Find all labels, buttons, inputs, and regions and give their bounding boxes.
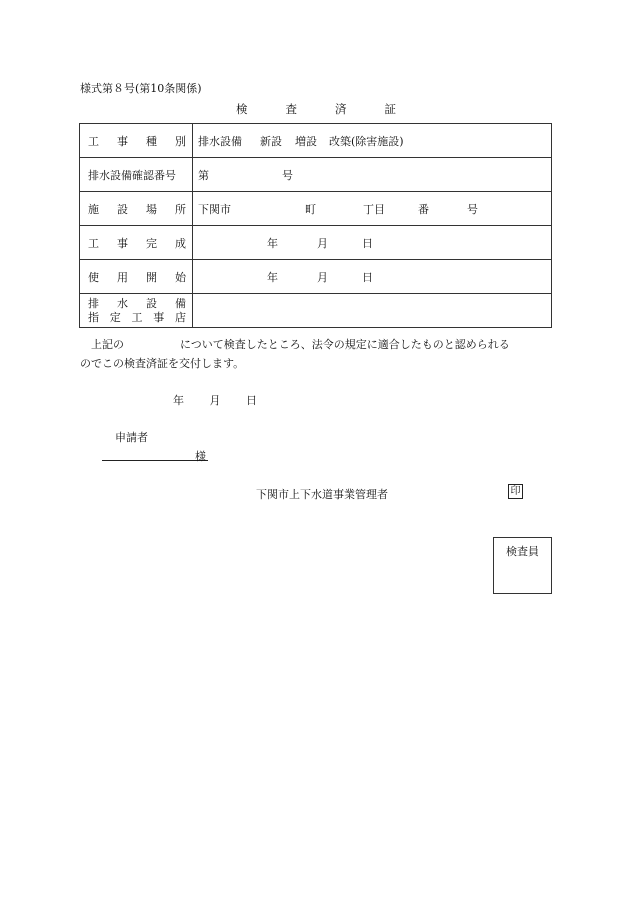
title-char: 証 — [384, 102, 396, 116]
location-label: 施 設 場 所 — [80, 192, 193, 226]
title-char: 済 — [335, 102, 347, 116]
title-char: 検 — [236, 102, 248, 116]
applicant-name-line — [102, 446, 208, 461]
table-row-contractor — [80, 294, 552, 328]
issue-year: 年 — [173, 394, 184, 407]
applicant-label: 申請者 — [115, 431, 148, 444]
contractor-label: 排 水 設 備 指 定 工 事 店 — [80, 294, 193, 328]
title-char: 査 — [285, 102, 297, 116]
usage-start-label: 使 用 開 始 — [80, 260, 193, 294]
table-row-location — [80, 192, 552, 226]
issue-day: 日 — [246, 394, 257, 407]
form-number-label: 様式第８号(第10条関係) — [80, 82, 202, 95]
completion-label: 工 事 完 成 — [80, 226, 193, 260]
usage-start-date-value: 年 月 日 — [193, 260, 552, 294]
honorific: 様 — [195, 450, 206, 463]
body-text-line1 — [91, 336, 510, 352]
issuer-name: 下関市上下水道事業管理者 — [256, 488, 388, 501]
table-row-work-type — [80, 124, 552, 158]
location-value: 下関市 町 丁目 番 号 — [193, 192, 552, 226]
table-row-usage-start — [80, 260, 552, 294]
issue-month: 月 — [209, 394, 221, 407]
confirmation-number-value: 第 号 — [193, 158, 552, 192]
body-text-line2: のでこの検査済証を交付します。 — [80, 357, 245, 370]
contractor-value — [193, 294, 552, 328]
work-type-label: 工 事 種 別 — [80, 124, 193, 158]
table-row-completion — [80, 226, 552, 260]
body-text-suffix: について検査したところ、法令の規定に適合したものと認められる — [180, 338, 510, 351]
seal-stamp: 印 — [508, 484, 523, 499]
work-type-value: 排水設備 新設 増設 改築(除害施設) — [193, 124, 552, 158]
document-title — [236, 101, 396, 117]
body-text-prefix: 上記の — [91, 338, 124, 351]
inspector-stamp-box — [493, 537, 552, 594]
inspector-label: 検査員 — [506, 545, 539, 558]
inspection-table — [79, 123, 552, 328]
completion-date-value: 年 月 日 — [193, 226, 552, 260]
issue-date — [173, 392, 279, 408]
confirmation-number-label: 排水設備確認番号 — [80, 158, 193, 192]
table-row-confirmation-number — [80, 158, 552, 192]
